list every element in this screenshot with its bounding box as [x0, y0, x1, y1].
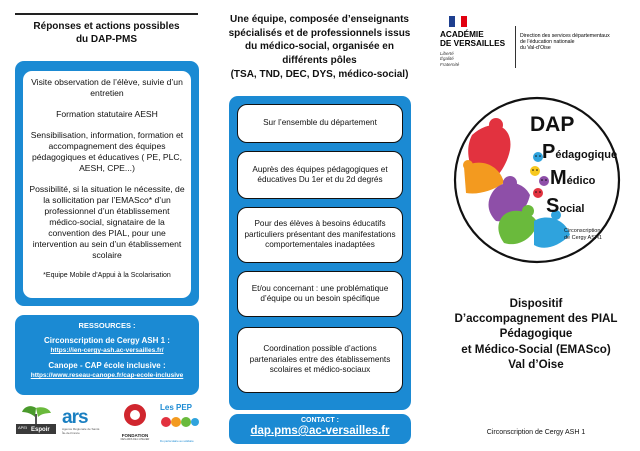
logo-subtitle-line: de Cergy ASH1 [564, 234, 602, 241]
fondation-sublabel: DES AMIS DE L’ATELIER [120, 438, 150, 441]
action-item: Sensibilisation, information, formation et accompagnement des équipes pédagogiques et éducatives ( PE, PLC, AESH, CPE...) [30, 130, 184, 173]
logo-word-rest: édico [566, 175, 596, 187]
actions-panel [15, 61, 199, 306]
pep-label: Les PEP [160, 403, 193, 412]
info-box [237, 151, 403, 199]
middle-heading-poles: (TSA, TND, DEC, DYS, médico-social) [230, 69, 409, 80]
resource-link[interactable]: https://www.reseau-canope.fr/cap-ecole-inclusive [30, 372, 184, 379]
info-box [237, 327, 403, 393]
left-heading [15, 20, 198, 46]
dsden-line: de l’éducation nationale [520, 39, 575, 46]
logo-initial: M [550, 167, 567, 189]
right-panel [426, 0, 640, 451]
footer-circonscription: Circonscription de Cergy ASH 1 [486, 429, 586, 436]
apei-espoir-label: Espoir [31, 427, 50, 433]
logo-medico [550, 167, 595, 190]
logo-word-rest: ocial [559, 203, 585, 215]
action-item: Visite observation de l’élève, suivie d’un entretien [31, 77, 183, 98]
logo-word-rest: édagogique [555, 149, 618, 161]
middle-heading-text: Une équipe, composée d’enseignants spécialisés et de professionnels issus du médico-social, organisée en différents pôles [228, 14, 411, 66]
contact-panel [229, 414, 411, 444]
contact-email-link[interactable]: dap.pms@ac-versailles.fr [250, 425, 390, 437]
resource-label: Canope - CAP école inclusive : [48, 361, 166, 370]
logo-subtitle-line: Circonscription [564, 228, 601, 234]
fondation-label: FONDATION [121, 433, 149, 438]
title-line: Pédagogique [499, 327, 573, 341]
action-item: Formation statutaire AESH [56, 109, 158, 119]
logo-pedagogique [542, 141, 617, 164]
logo-initial: S [546, 195, 560, 217]
resource-link[interactable]: https://ien-cergy-ash.ac-versailles.fr/ [50, 347, 164, 354]
academie-line: ACADÉMIE [440, 30, 484, 39]
dsden-line: du Val-d’Oise [520, 45, 551, 52]
info-box-text: Auprès des équipes pédagogiques et éducatives Du 1er et du 2d degrés [252, 164, 388, 184]
marianne-flag-icon [449, 16, 467, 27]
resources-panel [15, 315, 199, 395]
logo-social [546, 195, 584, 218]
action-item: Possibilité, si la situation le nécessite, de la sollicitation par l’EMASco* d’un professionnel d’un établissement médico-social, signataire de la convention des PIAL, pour une intervention au sein d’un établissement scolaire [29, 184, 185, 260]
info-box-text: Sur l’ensemble du département [263, 118, 377, 128]
info-box [237, 207, 403, 263]
resource-label: Circonscription de Cergy ASH 1 : [44, 336, 170, 345]
brochure-title [436, 296, 636, 372]
ars-sublabel: Agence Régionale de Santé Île-de-France [62, 427, 100, 435]
fondation-logo [117, 402, 153, 442]
title-line: D’accompagnement des PIAL [454, 312, 618, 326]
left-heading-line1: Réponses et actions possibles [33, 21, 180, 32]
title-line: Dispositif [509, 297, 563, 310]
info-box-text: Et/ou concernant : une problématique d’équipe ou un besoin spécifique [251, 283, 389, 303]
dsden-name [520, 33, 610, 52]
republic-motto [440, 51, 459, 67]
motto-line: Fraternité [440, 61, 460, 67]
footnote: *Equipe Mobile d’Appui à la Scolarisation [43, 272, 171, 279]
logo-initial: P [542, 141, 556, 163]
resources-title: RESSOURCES : [78, 321, 136, 330]
pep-logo [160, 403, 200, 443]
header-divider [515, 26, 516, 68]
dap-pms-logo [452, 95, 622, 265]
info-box [237, 271, 403, 317]
info-box-text: Coordination possible d’actions partenariales entre des établissements scolaires et médico-sociaux [249, 344, 391, 375]
apei-label: APEI [18, 425, 28, 430]
title-line: Val d’Oise [508, 357, 564, 371]
ars-label: ars [62, 407, 88, 428]
divider [15, 13, 198, 15]
info-box [237, 104, 403, 143]
logo-dap-text: DAP [530, 113, 575, 136]
info-box-text: Pour des élèves à besoins éducatifs particuliers présentant des manifestations comportementales inadaptées [244, 219, 396, 250]
middle-panel [213, 0, 426, 451]
logo-subtitle [564, 228, 602, 241]
motto-line: Égalité [440, 56, 454, 62]
middle-heading [223, 13, 416, 82]
pep-sublabel: Du périscolaire au solidaire [160, 439, 194, 443]
left-panel [0, 0, 213, 451]
left-heading-line2: du DAP-PMS [75, 34, 138, 45]
academie-name [440, 30, 505, 48]
contact-label: CONTACT : [301, 417, 339, 424]
ars-logo [62, 408, 106, 444]
dsden-line: Direction des services départementaux [520, 33, 610, 39]
actions-list [23, 71, 191, 298]
apei-espoir-logo [16, 402, 56, 440]
academie-line: DE VERSAILLES [440, 39, 506, 48]
team-panel [229, 96, 411, 410]
motto-line: Liberté [440, 51, 454, 56]
title-line: et Médico-Social (EMASco) [461, 342, 611, 356]
